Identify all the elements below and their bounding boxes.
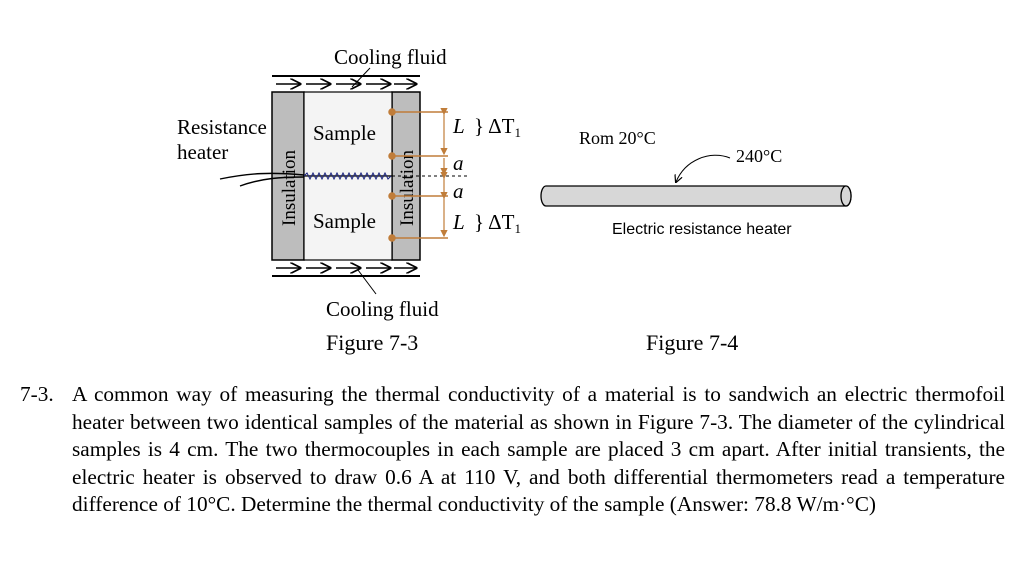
problem-statement bbox=[20, 381, 1005, 519]
surface-temp-label: 240°C bbox=[736, 146, 783, 166]
resistance-label: Resistance bbox=[177, 115, 267, 139]
surface-temp-arrow bbox=[676, 155, 730, 182]
heater-label: heater bbox=[177, 140, 229, 164]
problem-text: A common way of measuring the thermal conductivity of a material is to sandwich an electric thermofoil heater between two identical samples of the material as shown in Figure 7-3. The diameter of the cylindrical samples is 4 cm. The two thermocouples in each sample are placed 3 cm apart. After initial transients, the electric heater is observed to draw 0.6 A at 110 V, and both differential thermometers read a temperature difference of 10°C. Determine the thermal conductivity of the sample (Answer: 78.8 W/m·°C) bbox=[72, 382, 1005, 516]
thermocouple-3 bbox=[389, 193, 395, 199]
figure-7-3 bbox=[177, 45, 521, 355]
dim-L-top: L bbox=[453, 114, 465, 138]
thermocouple-4 bbox=[389, 235, 395, 241]
figure-7-3-caption: Figure 7-3 bbox=[326, 330, 419, 355]
thermocouple-2 bbox=[389, 153, 395, 159]
dim-a-top: a bbox=[453, 151, 464, 175]
dim-L-bottom: L bbox=[453, 210, 465, 234]
sample-top-label: Sample bbox=[313, 121, 376, 145]
sample-bottom-label: Sample bbox=[313, 209, 376, 233]
problem-number: 7-3. bbox=[20, 382, 54, 406]
figure-7-4 bbox=[541, 128, 851, 355]
heater-rod-end bbox=[841, 186, 851, 206]
cooling-fluid-bottom-leader bbox=[358, 270, 376, 294]
delta-t-top: } ΔT1 bbox=[474, 114, 522, 140]
dim-a-bottom: a bbox=[453, 179, 464, 203]
figure-7-4-caption: Figure 7-4 bbox=[646, 330, 739, 355]
room-temp-label: Rom 20°C bbox=[579, 128, 656, 148]
electric-heater-label: Electric resistance heater bbox=[612, 221, 792, 238]
delta-t-bottom: } ΔT1 bbox=[474, 210, 522, 236]
heater-rod bbox=[541, 186, 851, 206]
thermocouple-1 bbox=[389, 109, 395, 115]
insulation-left-label: Insulation bbox=[279, 150, 300, 226]
cooling-fluid-top-label: Cooling fluid bbox=[334, 45, 447, 69]
cooling-fluid-bottom-label: Cooling fluid bbox=[326, 297, 439, 321]
insulation-right-label: Insulation bbox=[397, 150, 418, 226]
